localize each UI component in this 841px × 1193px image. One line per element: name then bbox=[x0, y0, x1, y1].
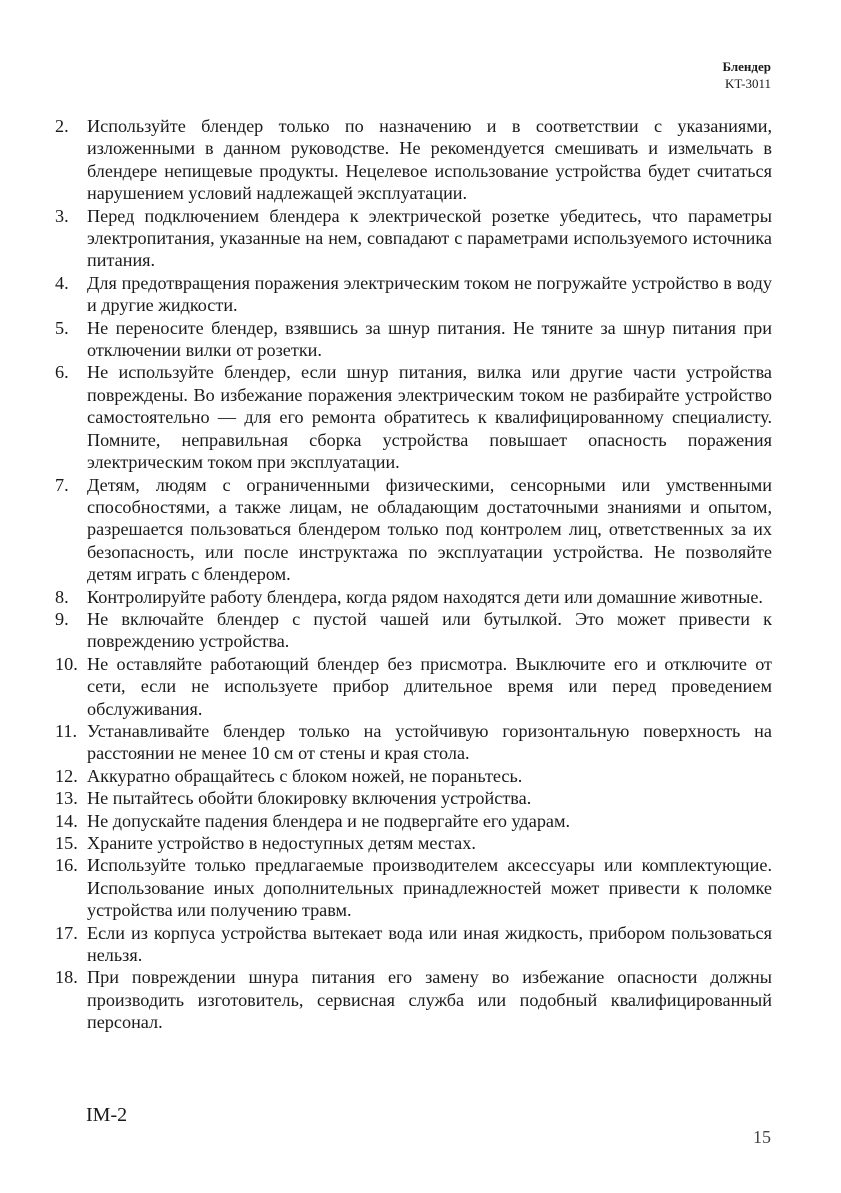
list-item bbox=[55, 272, 772, 317]
item-number: 14. bbox=[55, 810, 78, 831]
item-text: При повреждении шнура питания его замену во избежание опасности должны производить изготовитель, сервисная служба или подобный квалифицированный персонал. bbox=[87, 967, 772, 1033]
item-number: 13. bbox=[55, 788, 78, 809]
item-number: 5. bbox=[55, 317, 69, 338]
item-number: 2. bbox=[55, 116, 69, 136]
item-text: Не допускайте падения блендера и не подвергайте его ударам. bbox=[87, 810, 571, 831]
page-number: 15 bbox=[753, 1127, 771, 1147]
list-item bbox=[55, 205, 772, 272]
item-text: Используйте только предлагаемые производителем аксессуары или комплектующие. Использование иных дополнительных принадлежностей может привести к поломке устройства или получению травм. bbox=[87, 855, 772, 921]
item-text: Если из корпуса устройства вытекает вода или иная жидкость, прибором пользоваться нельзя. bbox=[87, 922, 772, 966]
list-item bbox=[55, 787, 772, 809]
list-item bbox=[55, 922, 772, 967]
model-number: KT-3011 bbox=[725, 76, 771, 91]
item-number: 8. bbox=[55, 586, 69, 607]
item-text: Контролируйте работу блендера, когда рядом находятся дети или домашние животные. bbox=[87, 586, 763, 607]
list-item bbox=[55, 765, 772, 787]
list-item bbox=[55, 653, 772, 720]
list-item bbox=[55, 832, 772, 854]
item-text: Перед подключением блендера к электрической розетке убедитесь, что параметры электропитания, указанные на нем, совпадают с параметрами используемого источника питания. bbox=[87, 205, 772, 271]
list-item bbox=[55, 720, 772, 765]
item-number: 18. bbox=[55, 967, 78, 988]
item-text: Используйте блендер только по назначению и в соответствии с указаниями, изложенными в данном руководстве. Не рекомендуется смешивать и измельчать в блендере непищевые продукты. Нецелевое использование устройства будет считаться нарушением условий надлежащей эксплуатации. bbox=[87, 116, 772, 204]
item-number: 6. bbox=[55, 362, 69, 383]
item-text: Не включайте блендер с пустой чашей или бутылкой. Это может привести к повреждению устройства. bbox=[87, 608, 772, 652]
item-number: 3. bbox=[55, 205, 69, 226]
safety-instructions-list bbox=[55, 115, 772, 1034]
list-item bbox=[55, 317, 772, 362]
item-number: 4. bbox=[55, 272, 69, 293]
list-item bbox=[55, 608, 772, 653]
list-item bbox=[55, 810, 772, 832]
item-number: 11. bbox=[55, 720, 78, 741]
item-text: Не используйте блендер, если шнур питания, вилка или другие части устройства повреждены. Во избежание поражения электрическим током не разбирайте устройство самостоятельно — для его ремонта обратитесь к квалифицированному специалисту. Помните, неправильная сборка устройства повышает опасность поражения электрическим током при эксплуатации. bbox=[87, 362, 772, 473]
item-text: Аккуратно обращайтесь с блоком ножей, не пораньтесь. bbox=[87, 765, 523, 786]
item-text: Храните устройство в недоступных детям местах. bbox=[87, 833, 476, 853]
list-item bbox=[55, 586, 772, 608]
list-item bbox=[55, 474, 772, 586]
item-number: 12. bbox=[55, 765, 78, 786]
list-item bbox=[55, 854, 772, 921]
manual-code: IM-2 bbox=[86, 1104, 128, 1126]
item-number: 17. bbox=[55, 922, 78, 943]
item-text: Устанавливайте блендер только на устойчивую горизонтальную поверхность на расстоянии не менее 10 см от стены и края стола. bbox=[87, 720, 772, 764]
list-item bbox=[55, 966, 772, 1033]
item-number: 10. bbox=[55, 653, 78, 674]
item-text: Не оставляйте работающий блендер без присмотра. Выключите его и отключите от сети, если не используете прибор длительное время или перед проведением обслуживания. bbox=[87, 653, 772, 719]
item-text: Для предотвращения поражения электрическим током не погружайте устройство в воду и другие жидкости. bbox=[87, 272, 772, 316]
item-text: Детям, людям с ограниченными физическими, сенсорными или умственными способностями, а также лицам, не обладающим достаточными знаниями и опытом, разрешается пользоваться блендером только под контролем лиц, ответственных за их безопасность, или после инструктажа по эксплуатации устройства. Не позволяйте детям играть с блендером. bbox=[87, 474, 772, 585]
item-text: Не переносите блендер, взявшись за шнур питания. Не тяните за шнур питания при отключении вилки от розетки. bbox=[87, 317, 772, 361]
item-number: 9. bbox=[55, 608, 69, 629]
list-item bbox=[55, 115, 772, 205]
item-number: 16. bbox=[55, 855, 78, 876]
item-number: 7. bbox=[55, 474, 69, 495]
page-header bbox=[722, 58, 771, 92]
item-text: Не пытайтесь обойти блокировку включения устройства. bbox=[87, 788, 532, 809]
list-item bbox=[55, 361, 772, 473]
document-title: Блендер bbox=[722, 59, 771, 74]
item-number: 15. bbox=[55, 833, 78, 853]
